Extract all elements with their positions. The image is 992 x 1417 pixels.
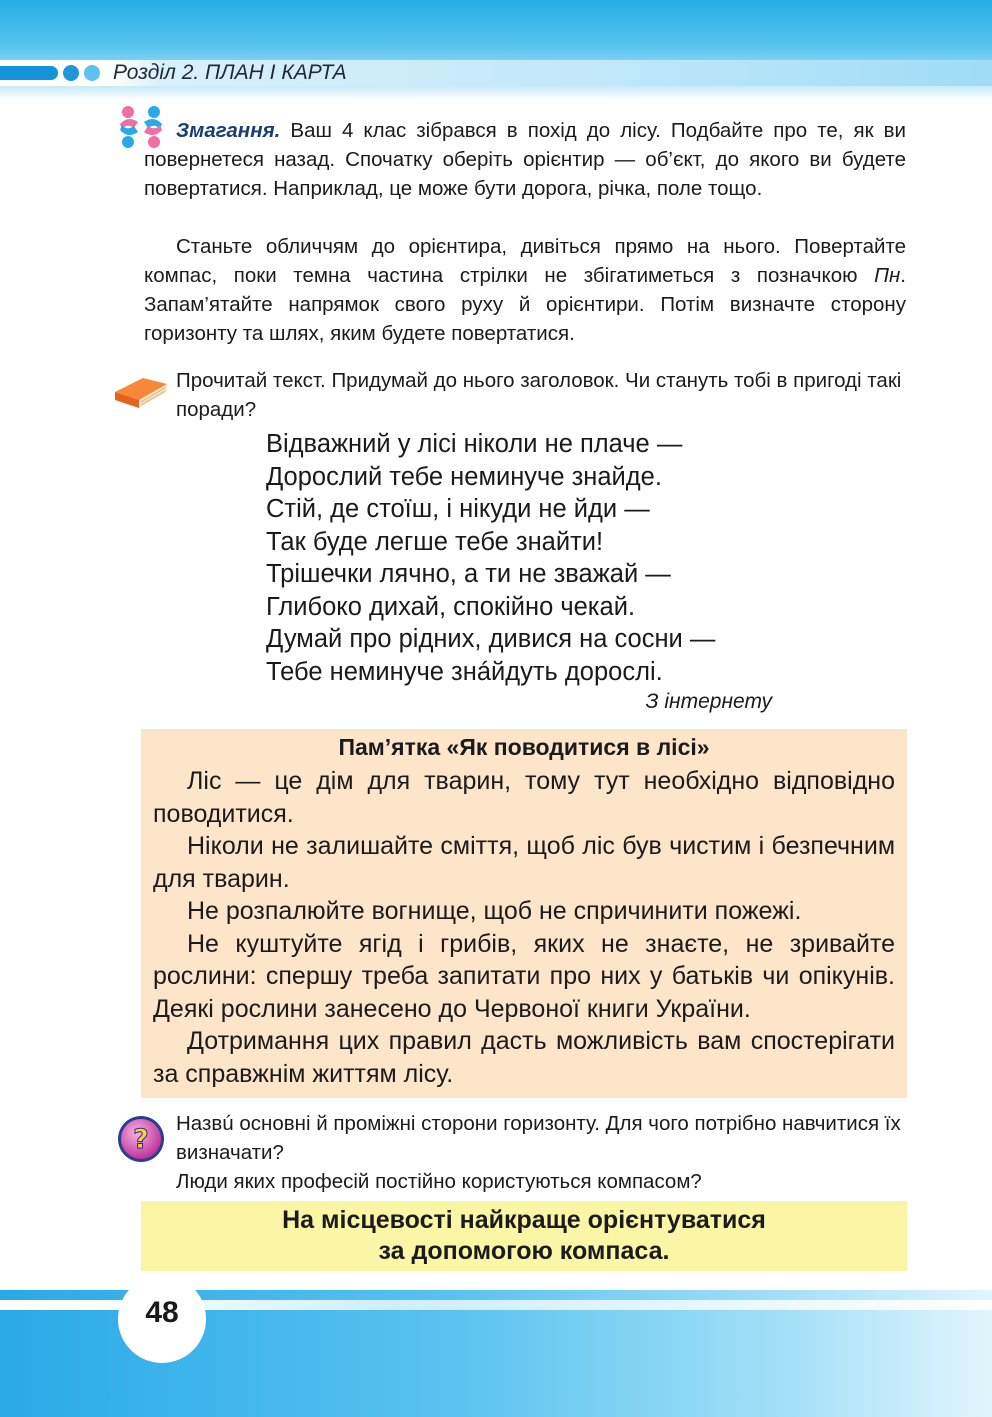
poem-source: З інтернету bbox=[645, 690, 772, 713]
memo-paragraph bbox=[153, 765, 895, 830]
header-bar-decoration bbox=[0, 66, 58, 80]
memo-paragraph bbox=[153, 1025, 895, 1090]
poem-line: Дорослий тебе неминуче знайде. bbox=[266, 462, 662, 491]
book-icon bbox=[113, 370, 169, 410]
poem-line: Трішечки лячно, а ти не зважай — bbox=[266, 560, 671, 588]
header-dot-icon bbox=[63, 65, 79, 81]
challenge-paragraph bbox=[144, 116, 906, 203]
memo-text: Ліс — це дім для тварин, тому тут необхідно відповідно поводитися. bbox=[153, 767, 895, 828]
memo-body bbox=[153, 765, 895, 1090]
memo-text: Ніколи не залишайте сміття, щоб ліс був чистим і безпечним для тварин. bbox=[153, 832, 895, 893]
page-number: 48 bbox=[145, 1296, 179, 1329]
memo-paragraph bbox=[153, 895, 895, 928]
conclusion-line-1: На місцевості найкраще орієнтуватися bbox=[282, 1206, 766, 1234]
memo-text: Не розпалюйте вогнище, щоб не спричинити пожежі. bbox=[187, 897, 802, 925]
memo-paragraph bbox=[153, 928, 895, 1026]
question-1: Назвú основні й проміжні сторони горизонту. Для чого потрібно навчитися їх визначати? bbox=[176, 1112, 901, 1164]
svg-text:?: ? bbox=[133, 1124, 149, 1155]
poem-line: Відважний у лісі ніколи не плаче — bbox=[266, 430, 683, 458]
challenge-instructions bbox=[144, 232, 906, 348]
memo-box bbox=[141, 729, 907, 1098]
poem bbox=[266, 428, 715, 688]
challenge-lead: Змагання. bbox=[176, 119, 281, 142]
conclusion-line-2: за допомогою компаса. bbox=[378, 1237, 670, 1265]
north-mark: Пн bbox=[874, 264, 901, 287]
poem-line: Так буде легше тебе знайти! bbox=[266, 527, 604, 556]
instructions-text-end: . Запам’ятайте напрямок свого руху й орієнтири. Потім визначте сторону горизонту та шлях, яким будете повертатися. bbox=[144, 264, 906, 345]
challenge-text: Ваш 4 клас зібрався в похід до лісу. Подбайте про те, як ви повернетеся назад. Спочатку оберіть орієнтир — об’єкт, до якого ви будете повертатися. Наприклад, це може бути дорога, річка, поле тощо. bbox=[144, 119, 906, 200]
conclusion-box bbox=[141, 1201, 907, 1271]
poem-line: Стій, де стоїш, і нікуди не йди — bbox=[266, 495, 650, 523]
instructions-text-start: Станьте обличчям до орієнтира, дивіться прямо на нього. Повертайте компас, поки темна частина стрілки не збігатиметься з позначкою bbox=[144, 235, 906, 287]
poem-line: Глибоко дихай, спокійно чекай. bbox=[266, 592, 636, 621]
page-number-circle bbox=[118, 1275, 206, 1363]
question-mark-icon bbox=[116, 1114, 166, 1164]
memo-text: Не куштуйте ягід і грибів, яких не знаєте, не зривайте рослини: спершу треба запитати про них у батьків чи опікунів. Деякі рослини занесено до Червоної книги України. bbox=[153, 929, 895, 1023]
section-title: Розділ 2. ПЛАН І КАРТА bbox=[113, 61, 347, 84]
memo-title: Пам’ятка «Як поводитися в лісі» bbox=[338, 734, 710, 760]
header-dot-icon bbox=[84, 65, 100, 81]
poem-line: Тебе неминуче знáйдуть дорослі. bbox=[266, 657, 663, 686]
question-2: Люди яких професій постійно користуються компасом? bbox=[176, 1170, 702, 1193]
poem-line: Думай про рідних, дивися на сосни — bbox=[266, 625, 716, 653]
memo-text: Дотримання цих правил дасть можливість вам спостерігати за справжнім життям лісу. bbox=[153, 1027, 895, 1088]
reading-task: Прочитай текст. Придумай до нього заголовок. Чи стануть тобі в пригоді такі поради? bbox=[176, 369, 902, 421]
memo-paragraph bbox=[153, 830, 895, 895]
